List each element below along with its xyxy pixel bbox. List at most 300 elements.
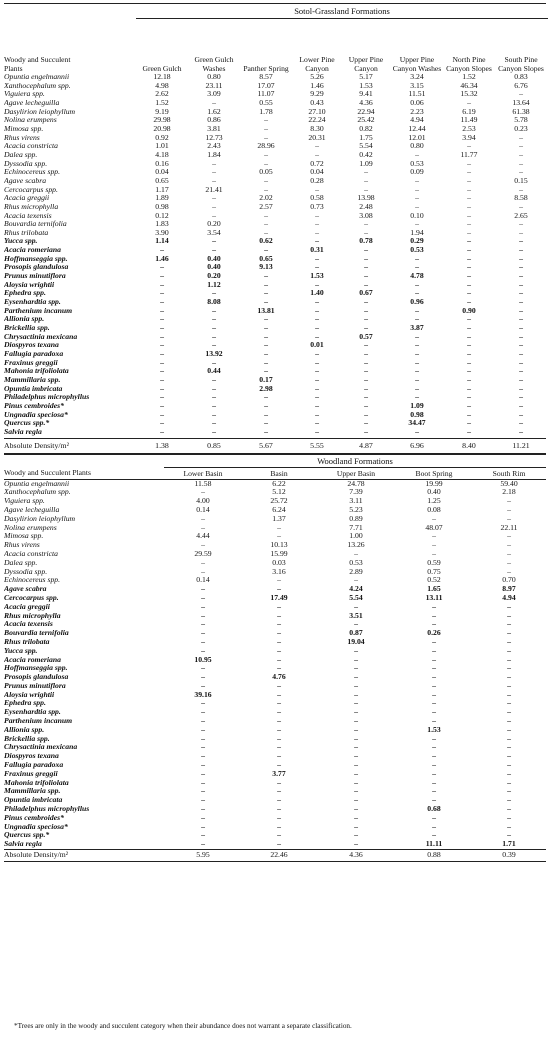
density-value: – — [354, 769, 358, 778]
density-value: – — [201, 602, 205, 611]
density-value: 3.77 — [272, 769, 286, 778]
density-value: – — [264, 116, 268, 125]
density-value: – — [364, 185, 368, 194]
density-value: – — [160, 315, 164, 324]
density-value: 8.58 — [514, 194, 528, 203]
density-value: 29.98 — [153, 116, 171, 125]
density-value: – — [467, 246, 471, 255]
density-value: 1.09 — [359, 159, 373, 168]
table-row — [4, 752, 546, 761]
density-value: 8.57 — [259, 73, 273, 81]
density-value: 0.65 — [259, 254, 273, 263]
density-value: – — [201, 734, 205, 743]
density-value: – — [519, 159, 523, 168]
table-row — [4, 385, 548, 394]
density-value: – — [264, 367, 268, 376]
density-value: – — [507, 646, 511, 655]
density-value: – — [415, 375, 419, 384]
table-row — [4, 220, 548, 229]
density-value: – — [201, 752, 205, 761]
density-value: – — [212, 427, 216, 436]
density-value: – — [201, 796, 205, 805]
density-value: – — [519, 341, 523, 350]
table-row — [4, 717, 546, 726]
table-row — [4, 787, 546, 796]
density-value: 1.53 — [310, 272, 324, 281]
table-row — [4, 559, 546, 568]
density-value: – — [315, 185, 319, 194]
table-row — [4, 125, 548, 134]
table-row — [4, 229, 548, 238]
density-value: – — [415, 263, 419, 272]
density-value: – — [364, 393, 368, 402]
density-value: – — [507, 673, 511, 682]
density-value: 0.44 — [207, 367, 221, 376]
density-value: 13.64 — [512, 98, 530, 107]
density-value: – — [507, 497, 511, 506]
density-value: – — [315, 384, 319, 393]
density-value: – — [432, 602, 436, 611]
density-value: – — [212, 419, 216, 428]
density-value: – — [315, 142, 319, 151]
density-value: – — [201, 761, 205, 770]
density-value: – — [354, 690, 358, 699]
density-value: 3.16 — [272, 567, 286, 576]
species-name: Parthenium incanum — [4, 717, 73, 726]
total-value: 0.88 — [427, 850, 441, 860]
species-name: Hoffmanseggia spp. — [4, 254, 68, 263]
density-value: – — [201, 585, 205, 594]
density-value: 0.57 — [359, 332, 373, 341]
density-value: – — [264, 272, 268, 281]
species-name: Acacia constricta — [4, 549, 59, 558]
density-value: – — [264, 324, 268, 333]
density-value: – — [264, 228, 268, 237]
density-value: – — [277, 840, 281, 849]
density-value: – — [354, 549, 358, 558]
density-value: – — [354, 699, 358, 708]
density-value: 25.42 — [357, 116, 375, 125]
density-value: 10.95 — [194, 655, 212, 664]
density-value: – — [519, 185, 523, 194]
species-name: Pinus cembroides* — [4, 813, 65, 822]
density-value: – — [467, 324, 471, 333]
density-value: 1.25 — [427, 497, 441, 506]
density-value: – — [364, 410, 368, 419]
density-value: 6.24 — [272, 505, 286, 514]
density-value: 0.14 — [196, 505, 210, 514]
species-name: Chrysactinia mexicana — [4, 332, 78, 341]
species-name: Hoffmanseggia spp. — [4, 664, 68, 673]
density-value: 3.54 — [207, 228, 221, 237]
density-value: – — [364, 263, 368, 272]
density-value: 0.40 — [207, 254, 221, 263]
table-row — [4, 90, 548, 99]
density-value: 1.46 — [155, 254, 169, 263]
density-value: – — [315, 410, 319, 419]
density-value: 0.10 — [410, 211, 424, 220]
density-value: 0.83 — [514, 73, 528, 81]
density-value: – — [415, 332, 419, 341]
table-row — [4, 506, 546, 515]
density-value: – — [201, 708, 205, 717]
density-value: – — [507, 629, 511, 638]
density-value: – — [432, 673, 436, 682]
density-value: – — [467, 289, 471, 298]
total-label: Absolute Density/m² — [4, 850, 69, 860]
density-value: – — [201, 629, 205, 638]
density-value: – — [519, 133, 523, 142]
table-row — [4, 350, 548, 359]
species-name: Rhus microphylla — [4, 611, 61, 620]
density-value: 11.07 — [257, 90, 275, 99]
density-value: – — [507, 805, 511, 814]
density-value: 27.10 — [308, 107, 326, 116]
density-value: – — [467, 375, 471, 384]
density-value: – — [415, 384, 419, 393]
species-name: Ungnadia speciosa* — [4, 410, 68, 419]
density-value: – — [354, 708, 358, 717]
density-value: – — [519, 375, 523, 384]
density-value: – — [201, 514, 205, 523]
density-value: – — [507, 505, 511, 514]
density-value: 13.81 — [257, 306, 275, 315]
density-value: – — [519, 202, 523, 211]
density-value: – — [160, 358, 164, 367]
density-value: – — [354, 787, 358, 796]
table-row — [4, 307, 548, 316]
density-value: 0.28 — [310, 176, 324, 185]
total-value: 4.36 — [349, 850, 363, 860]
column-header: Green Gulch — [142, 64, 182, 73]
density-value: – — [415, 427, 419, 436]
density-value: – — [415, 194, 419, 203]
density-value: – — [212, 168, 216, 177]
species-name: Bouvardia ternifolia — [4, 629, 69, 638]
total-value: 22.46 — [270, 850, 288, 860]
density-value: – — [354, 840, 358, 849]
density-value: 61.38 — [512, 107, 530, 116]
total-label: Absolute Density/m² — [4, 440, 69, 450]
density-value: 12.01 — [408, 133, 426, 142]
density-value: 1.71 — [502, 840, 516, 849]
density-value: – — [519, 220, 523, 229]
density-value: 13.92 — [205, 350, 223, 358]
species-name: Cercocarpus spp. — [4, 593, 59, 602]
density-value: – — [212, 211, 216, 220]
density-value: 0.68 — [427, 805, 441, 814]
table-row — [4, 151, 548, 160]
density-value: – — [201, 717, 205, 726]
column-header: Boot Spring — [415, 468, 453, 478]
density-value: – — [432, 769, 436, 778]
density-value: 19.99 — [425, 479, 443, 488]
density-value: 13.26 — [347, 541, 365, 550]
density-value: – — [519, 280, 523, 289]
sotol-group-title: Sotol-Grassland Formations — [294, 6, 390, 16]
density-value: 0.20 — [207, 220, 221, 229]
species-name: Rhus virens — [4, 133, 40, 142]
species-name: Aloysia wrightii — [4, 690, 55, 699]
density-value: – — [212, 332, 216, 341]
density-value: – — [507, 620, 511, 629]
density-value: – — [315, 298, 319, 307]
density-value: 0.67 — [359, 289, 373, 298]
density-value: – — [354, 646, 358, 655]
density-value: 21.41 — [205, 185, 223, 194]
density-value: 1.01 — [155, 142, 169, 151]
total-value: 6.96 — [410, 440, 424, 450]
density-value: – — [519, 410, 523, 419]
density-value: – — [315, 150, 319, 159]
woodland-group-title: Woodland Formations — [164, 455, 546, 468]
density-value: – — [277, 787, 281, 796]
species-name: Acacia texensis — [4, 620, 53, 629]
density-value: – — [519, 393, 523, 402]
density-value: – — [212, 194, 216, 203]
density-value: – — [467, 410, 471, 419]
density-value: – — [467, 228, 471, 237]
woodland-header-row — [4, 467, 546, 479]
table-row — [4, 831, 546, 840]
density-value: – — [277, 831, 281, 840]
density-value: 0.72 — [310, 159, 324, 168]
density-value: – — [415, 176, 419, 185]
density-value: – — [264, 332, 268, 341]
density-value: – — [160, 419, 164, 428]
density-value: – — [415, 393, 419, 402]
density-value: – — [432, 831, 436, 840]
density-value: – — [212, 315, 216, 324]
table-row — [4, 735, 546, 744]
density-value: 0.40 — [207, 263, 221, 272]
density-value: – — [212, 341, 216, 350]
density-value: 4.36 — [359, 98, 373, 107]
table-row — [4, 82, 548, 91]
species-name: Mimosa spp. — [4, 124, 44, 133]
density-value: – — [519, 427, 523, 436]
density-value: – — [467, 367, 471, 376]
column-header: Lower Basin — [183, 468, 223, 478]
table-row — [4, 743, 546, 752]
density-value: 2.43 — [207, 142, 221, 151]
density-value: – — [432, 549, 436, 558]
density-value: – — [432, 743, 436, 752]
density-value: – — [354, 778, 358, 787]
species-name: Salvia regla — [4, 840, 42, 849]
density-value: – — [467, 98, 471, 107]
species-name: Philadelphus microphyllus — [4, 393, 90, 402]
table-row — [4, 359, 548, 368]
density-value: 1.52 — [155, 98, 169, 107]
density-value: 4.24 — [349, 585, 363, 594]
density-value: 6.22 — [272, 479, 286, 488]
table-row — [4, 186, 548, 195]
table-row — [4, 203, 548, 212]
density-value: – — [467, 358, 471, 367]
density-value: – — [315, 419, 319, 428]
density-value: – — [277, 646, 281, 655]
density-value: – — [519, 90, 523, 99]
table-row — [4, 620, 546, 629]
density-value: 0.06 — [410, 98, 424, 107]
density-value: 0.80 — [207, 73, 221, 81]
density-value: 1.84 — [207, 150, 221, 159]
density-value: – — [507, 725, 511, 734]
density-value: 3.94 — [462, 133, 476, 142]
species-name: Echinocereus spp. — [4, 168, 61, 177]
table-row — [4, 142, 548, 151]
density-value: – — [364, 220, 368, 229]
density-value: 20.98 — [153, 124, 171, 133]
species-name: Opuntia engelmannii — [4, 479, 70, 488]
density-value: – — [354, 752, 358, 761]
density-value: 0.53 — [349, 558, 363, 567]
density-value: – — [264, 150, 268, 159]
table-row — [4, 168, 548, 177]
density-value: – — [315, 350, 319, 358]
density-value: – — [354, 602, 358, 611]
species-name: Prunus minutiflora — [4, 681, 66, 690]
density-value: – — [160, 375, 164, 384]
density-value: – — [212, 289, 216, 298]
density-value: – — [432, 620, 436, 629]
density-value: – — [507, 558, 511, 567]
total-value: 11.21 — [512, 440, 530, 450]
density-value: – — [507, 796, 511, 805]
density-value: 0.62 — [259, 237, 273, 246]
species-name: Fallugia paradoxa — [4, 350, 64, 358]
sotol-table — [4, 4, 548, 437]
density-value: – — [467, 272, 471, 281]
density-value: – — [315, 237, 319, 246]
density-value: – — [264, 289, 268, 298]
density-value: 8.30 — [310, 124, 324, 133]
density-value: 0.53 — [410, 159, 424, 168]
table-row — [4, 419, 548, 428]
density-value: – — [507, 734, 511, 743]
species-name: Acacia texensis — [4, 211, 52, 220]
sotol-total-row — [4, 439, 548, 453]
density-value: – — [160, 263, 164, 272]
density-value: – — [432, 787, 436, 796]
density-value: – — [519, 401, 523, 410]
species-name: Mammillaria spp. — [4, 787, 61, 796]
table-row — [4, 73, 548, 82]
density-value: – — [264, 280, 268, 289]
density-value: – — [264, 315, 268, 324]
species-name: Xanthocephalum spp. — [4, 488, 71, 497]
density-value: 20.31 — [308, 133, 326, 142]
density-value: – — [201, 673, 205, 682]
density-value: – — [277, 620, 281, 629]
density-value: 0.43 — [310, 98, 324, 107]
density-value: 5.17 — [359, 73, 373, 81]
density-value: – — [160, 367, 164, 376]
density-value: 3.90 — [155, 228, 169, 237]
species-name: Acacia greggii — [4, 602, 50, 611]
density-value: 2.65 — [514, 211, 528, 220]
density-value: – — [160, 350, 164, 358]
table-row — [4, 629, 546, 638]
density-value: – — [160, 410, 164, 419]
density-value: 9.29 — [310, 90, 324, 99]
density-value: – — [201, 681, 205, 690]
density-value: – — [315, 375, 319, 384]
density-value: 1.78 — [259, 107, 273, 116]
table-row — [4, 638, 546, 647]
density-value: – — [277, 813, 281, 822]
density-value: – — [364, 298, 368, 307]
density-value: 0.04 — [155, 168, 169, 177]
density-value: – — [432, 761, 436, 770]
density-value: – — [212, 176, 216, 185]
density-value: 3.87 — [410, 324, 424, 333]
density-value: – — [354, 655, 358, 664]
density-value: – — [467, 220, 471, 229]
density-value: 0.98 — [410, 410, 424, 419]
density-value: – — [364, 272, 368, 281]
density-value: 2.23 — [410, 107, 424, 116]
density-value: 12.44 — [408, 124, 426, 133]
density-value: 0.17 — [259, 375, 273, 384]
density-value: 1.40 — [310, 289, 324, 298]
table-row — [4, 726, 546, 735]
density-value: – — [212, 324, 216, 333]
density-value: 0.42 — [359, 150, 373, 159]
density-value: – — [467, 176, 471, 185]
density-value: – — [415, 280, 419, 289]
density-value: 5.12 — [272, 488, 286, 497]
density-value: 9.41 — [359, 90, 373, 99]
species-name: Agave lecheguilla — [4, 505, 60, 514]
density-value: – — [507, 602, 511, 611]
density-value: 0.98 — [155, 202, 169, 211]
density-value: – — [415, 350, 419, 358]
density-value: – — [212, 159, 216, 168]
density-value: – — [354, 761, 358, 770]
table-row — [4, 237, 548, 246]
density-value: 13.98 — [357, 194, 375, 203]
density-value: 34.47 — [408, 419, 426, 428]
density-value: 0.86 — [207, 116, 221, 125]
density-value: 4.98 — [155, 81, 169, 90]
density-value: – — [201, 725, 205, 734]
density-value: – — [264, 419, 268, 428]
density-value: – — [507, 681, 511, 690]
density-value: 15.32 — [460, 90, 478, 99]
density-value: 1.53 — [427, 725, 441, 734]
species-name: Echinocereus spp. — [4, 576, 61, 585]
density-value: 2.62 — [155, 90, 169, 99]
density-value: – — [467, 332, 471, 341]
density-value: 3.08 — [359, 211, 373, 220]
table-row — [4, 823, 546, 832]
density-value: – — [467, 393, 471, 402]
density-value: – — [467, 427, 471, 436]
column-header: Upper Basin — [336, 468, 376, 478]
density-value: – — [519, 358, 523, 367]
density-value: – — [160, 393, 164, 402]
density-value: – — [212, 410, 216, 419]
density-value: 17.07 — [257, 81, 275, 90]
density-value: – — [432, 637, 436, 646]
density-value: – — [201, 822, 205, 831]
density-value: – — [519, 263, 523, 272]
density-value: – — [354, 725, 358, 734]
density-value: – — [467, 401, 471, 410]
density-value: – — [315, 324, 319, 333]
